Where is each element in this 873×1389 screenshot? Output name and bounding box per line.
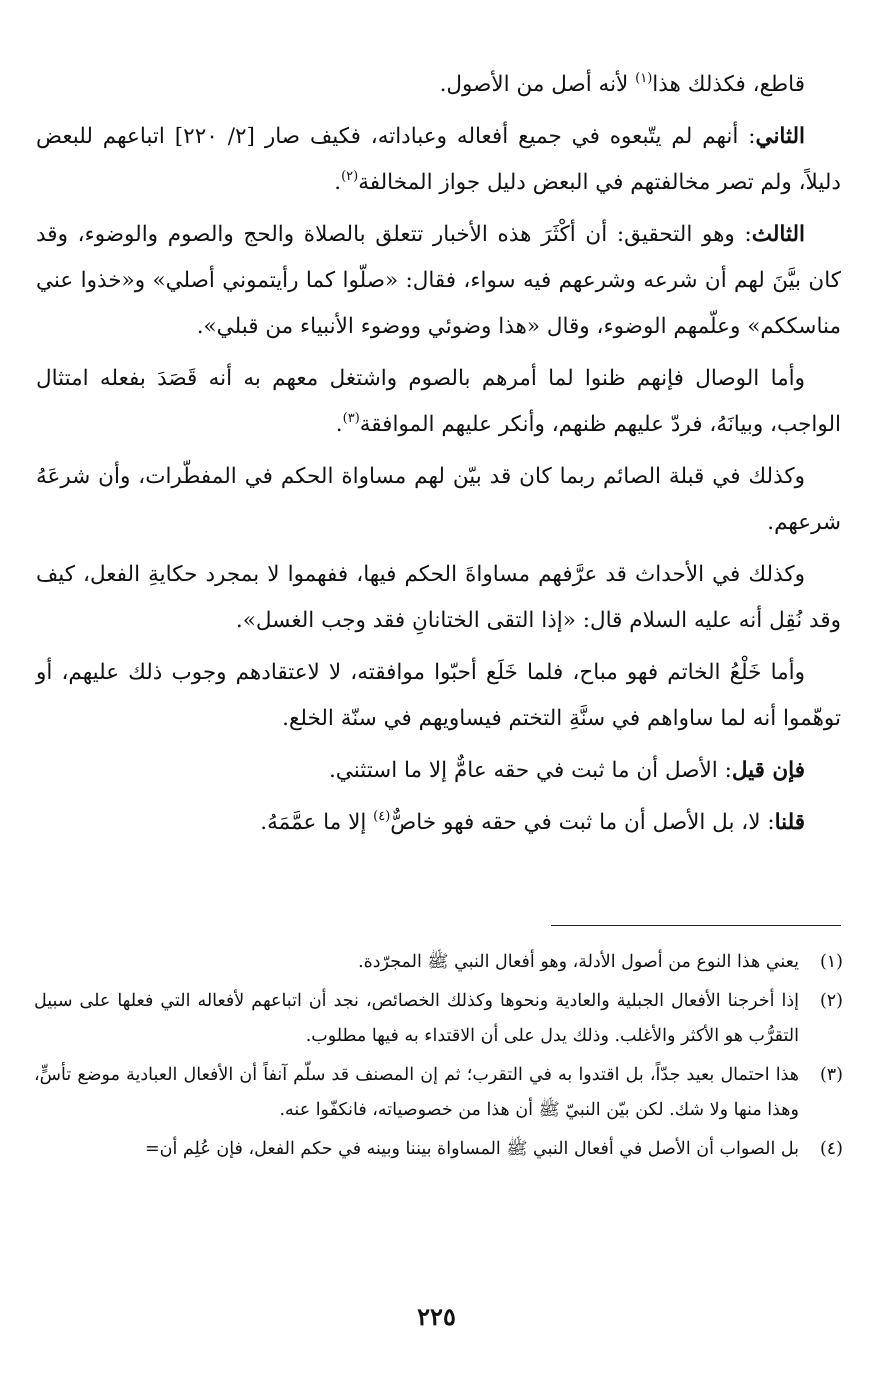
main-text	[36, 62, 841, 846]
footnote-text: يعني هذا النوع من أصول الأدلة، وهو أفعال النبي ﷺ المجرّدة.	[358, 952, 799, 972]
paragraph-7-text: وأما خَلْعُ الخاتم فهو مباح، فلما خَلَع أحبّوا موافقته، لا لاعتقادهم وجوب ذلك عليهم، أو توهّموا أنه لما ساواهم في سنَّةِ التختم فيساويهم في سنّة الخلع.	[36, 660, 841, 731]
paragraph-7	[36, 650, 841, 742]
paragraph-9-lead: قلنا	[774, 810, 805, 835]
paragraph-5	[36, 454, 841, 546]
footnote-text: إذا أخرجنا الأفعال الجبلية والعادية ونحوها وكذلك الخصائص، نجد أن اتباعهم لأفعاله التي فعلها على سبيل التقرُّب هو الأكثر والأغلب. وذلك يدل على أن الاقتداء به فيها مطلوب.	[34, 991, 799, 1046]
paragraph-4-text-b: .	[335, 412, 343, 437]
paragraph-6-text: وكذلك في الأحداث قد عرَّفهم مساواةَ الحكم فيها، ففهموا لا بمجرد حكايةِ الفعل، كيف وقد نُقِل أنه عليه السلام قال: «إذا التقى الختانانِ فقد وجب الغسل».	[36, 562, 841, 633]
paragraph-1-text-a: قاطع، فكذلك هذا	[652, 72, 805, 97]
paragraph-6	[36, 552, 841, 644]
paragraph-4	[36, 356, 841, 448]
footnote-ref-2: (٢)	[341, 169, 359, 184]
paragraph-3-text: : وهو التحقيق: أن أكْثَرَ هذه الأخبار تتعلق بالصلاة والحج والصوم والوضوء، وقد كان بيَّنَ لهم أن شرعه وشرعهم فيه سواء، فقال: «صلّوا كما رأيتموني أصلي» و«خذوا عني مناسككم» وعلّمهم الوضوء، وقال «هذا وضوئي ووضوء الأنبياء من قبلي».	[36, 222, 841, 339]
footnote-1	[34, 945, 843, 980]
paragraph-2-lead: الثاني	[755, 124, 805, 149]
footnote-number: (١)	[819, 952, 843, 972]
paragraph-1-text-b: لأنه أصل من الأصول.	[439, 72, 636, 97]
paragraph-9	[36, 800, 841, 846]
footnote-3	[34, 1058, 843, 1128]
paragraph-8-text: : الأصل أن ما ثبت في حقه عامٌّ إلا ما استثني.	[328, 758, 732, 783]
footnote-2	[34, 984, 843, 1054]
paragraph-9-text-b: إلا ما عمَّمَهُ.	[260, 810, 374, 835]
paragraph-1	[36, 62, 841, 108]
paragraph-3	[36, 212, 841, 350]
footnote-separator	[551, 925, 841, 926]
footnote-number: (٣)	[819, 1065, 843, 1085]
footnote-ref-1: (١)	[635, 71, 653, 86]
paragraph-3-lead: الثالث	[751, 222, 805, 247]
paragraph-9-text-a: : لا، بل الأصل أن ما ثبت في حقه فهو خاصٌّ	[390, 810, 775, 835]
paragraph-2-text-a: : أنهم لم يتّبعوه في جميع أفعاله وعباداته، فكيف صار [٢/ ٢٢٠] اتباعهم للبعض دليلاً، ولم تصر مخالفتهم في البعض دليل جواز المخالفة	[36, 124, 841, 195]
paragraph-5-text: وكذلك في قبلة الصائم ربما كان قد بيّن لهم مساواة الحكم في المفطّرات، وأن شرعَهُ شرعهم.	[36, 464, 841, 535]
footnote-ref-3: (٣)	[342, 411, 360, 426]
footnote-number: (٤)	[819, 1139, 843, 1159]
paragraph-4-text-a: وأما الوصال فإنهم ظنوا لما أمرهم بالصوم واشتغل معهم به أنه قَصَدَ بفعله امتثال الواجب، وبيانَهُ، فردّ عليهم ظنهم، وأنكر عليهم الموافقة	[36, 366, 841, 437]
page-number: ٢٢٥	[417, 1302, 456, 1331]
paragraph-8-lead: فإن قيل	[731, 758, 805, 783]
paragraph-2	[36, 114, 841, 206]
footnotes	[34, 945, 843, 1171]
footnote-4	[34, 1132, 843, 1167]
footnote-text: هذا احتمال بعيد جدّاً، بل اقتدوا به في التقرب؛ ثم إن المصنف قد سلّم آنفاً أن الأفعال العبادية موضع تأسٍّ، وهذا منها ولا شك. لكن بيّن النبيّ ﷺ أن هذا من خصوصياته، فانكفّوا عنه.	[34, 1065, 799, 1120]
paragraph-8	[36, 748, 841, 794]
footnote-text: بل الصواب أن الأصل في أفعال النبي ﷺ المساواة بيننا وبينه في حكم الفعل، فإن عُلِم أن=	[144, 1139, 799, 1159]
footnote-ref-4: (٤)	[373, 809, 391, 824]
paragraph-2-text-b: .	[334, 170, 342, 195]
footnote-number: (٢)	[819, 991, 843, 1011]
